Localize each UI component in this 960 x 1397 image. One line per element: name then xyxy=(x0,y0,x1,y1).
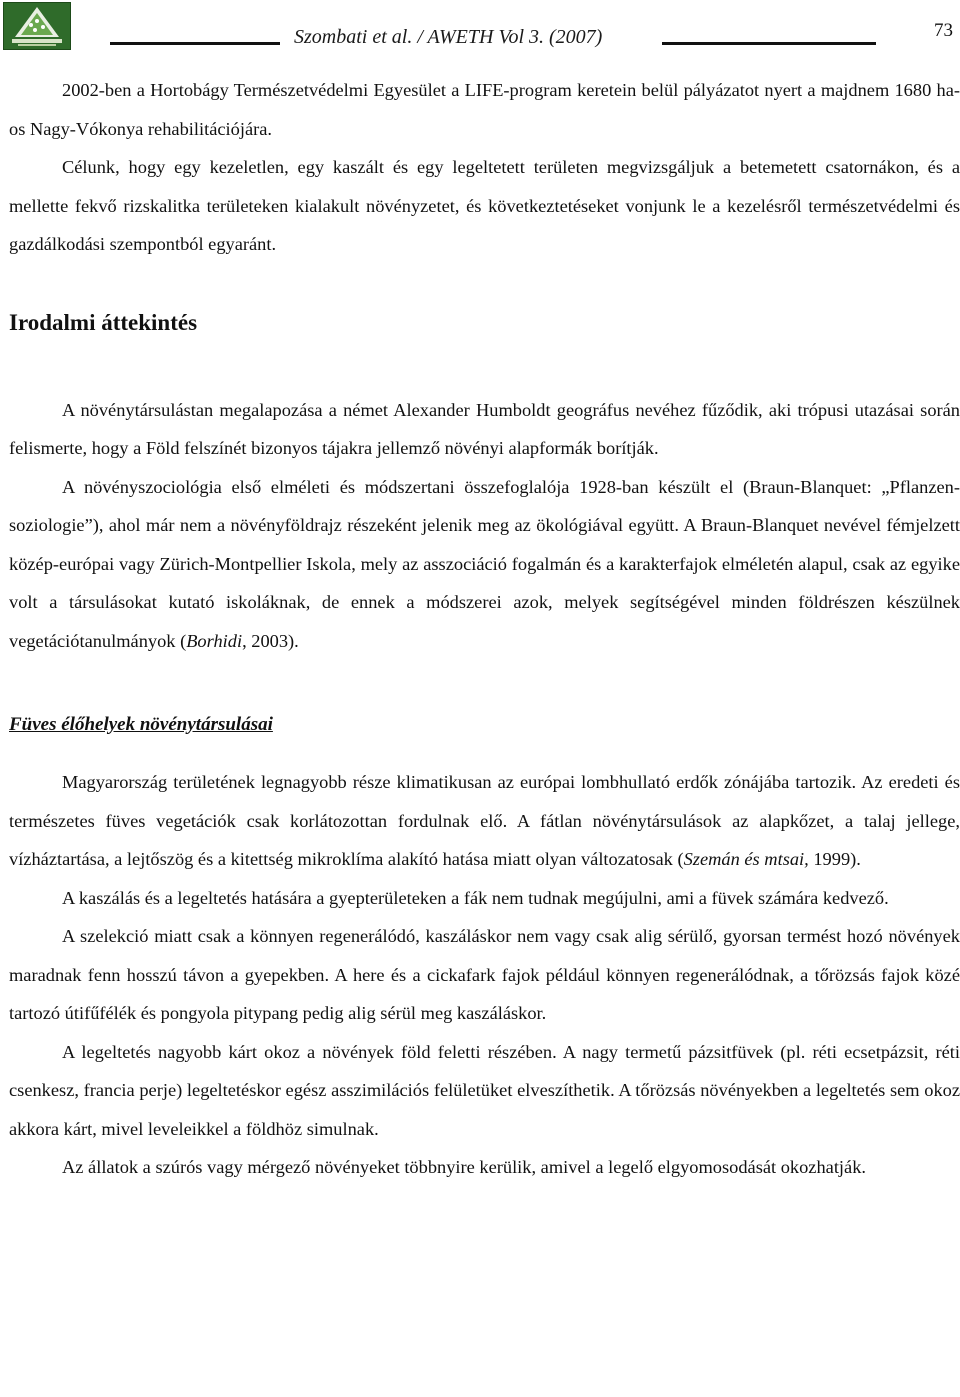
grassland-paragraph-5: Az állatok a szúrós vagy mérgező növényeket többnyire kerülik, amivel a legelő elgyomosodását okozhatják. xyxy=(62,1157,866,1177)
paragraph-text: A növényszociológia első elméleti és módszertani összefoglalója 1928-ban készült el (Braun-Blanquet: „Pflanzen-soziologie”), ahol már nem a növényföldrajz részeként jelenik meg az ökológiával együtt. A Braun-Blanquet nevével fémjelzett közép-európai vagy Zürich-Montpellier Iskola, mely az asszociáció fogalmán és a karakterfajok elméletén alapul, csak az egyike volt a társulásokat kutató iskoláknak, de ennek a módszerei azok, melyek segítségével minden földrészen készülnek vegetációtanulmányok ( xyxy=(9,476,960,651)
citation-author: Borhidi xyxy=(186,630,243,651)
citation-author: Szemán és mtsai, xyxy=(683,849,809,869)
article-body xyxy=(9,71,960,1187)
grassland-paragraph-4: A legeltetés nagyobb kárt okoz a növények föld feletti részében. A nagy termetű pázsitfüvek (pl. réti ecsetpázsit, réti csenkesz, francia perje) legeltetéskor egész asszimilációs felületüket elveszíthetik. A tőrözsás növényekben a legeltetés sem okoz akkora kárt, mivel leveleikkel a földhöz simulnak. xyxy=(9,1041,960,1139)
running-title: Szombati et al. / AWETH Vol 3. (2007) xyxy=(294,26,603,48)
page-number: 73 xyxy=(934,20,953,41)
page-header xyxy=(0,0,960,60)
literature-paragraph-2 xyxy=(9,468,960,661)
grassland-paragraph-3: A szelekció miatt csak a könnyen regenerálódó, kaszáláskor nem vagy csak alig sérülő, gyorsan termést hozó növények maradnak fenn hosszú távon a gyepekben. A here és a cickafark fajok például könnyen regenerálódnak, a tőrözsás fajok közé tartozó útifűfélék és pongyola pitypang pedig alig sérül meg kaszáláskor. xyxy=(9,926,960,1023)
intro-paragraph-2: Célunk, hogy egy kezeletlen, egy kaszált és egy legeltetett területen megvizsgáljuk a betemetett csatornákon, és a mellette fekvő rizskalitka területeken kialakult növényzetet, és következtetéseket vonjunk le a kezelésről természetvédelmi és gazdálkodási szempontból egyaránt. xyxy=(9,157,960,254)
section-heading-literature: Irodalmi áttekintés xyxy=(9,309,198,335)
header-rule-right xyxy=(662,42,876,45)
citation-year: , 2003). xyxy=(242,630,299,651)
grassland-paragraph-2: A kaszálás és a legeltetés hatására a gyepterületeken a fák nem tudnak megújulni, ami a füvek számára kedvező. xyxy=(62,887,889,908)
literature-paragraph-1: A növénytársulástan megalapozása a német Alexander Humboldt geográfus nevéhez fűződik, aki trópusi utazásai során felismerte, hogy a Föld felszínét bizonyos tájakra jellemző növényi alapformák borítják. xyxy=(9,399,960,458)
journal-logo-icon xyxy=(3,2,71,50)
paragraph-text: Magyarország területének legnagyobb része klimatikusan az európai lombhullató erdők zónájába tartozik. Az eredeti és természetes füves vegetációk csak korlátozottan fordulnak elő. A fátlan növénytársulások az alapkőzet, a talaj jellege, vízháztartása, a lejtőszög és a kitettség mikroklíma alakító hatása miatt olyan változatosak ( xyxy=(9,772,960,869)
grassland-paragraph-1 xyxy=(9,763,960,879)
header-rule-left xyxy=(110,42,280,45)
section-heading-grassland: Füves élőhelyek növénytársulásai xyxy=(9,714,273,735)
citation-year: 1999). xyxy=(808,849,861,869)
intro-paragraph-1: 2002-ben a Hortobágy Természetvédelmi Egyesület a LIFE-program keretein belül pályázatot nyert a majdnem 1680 ha-os Nagy-Vókonya rehabilitációjára. xyxy=(9,80,960,139)
